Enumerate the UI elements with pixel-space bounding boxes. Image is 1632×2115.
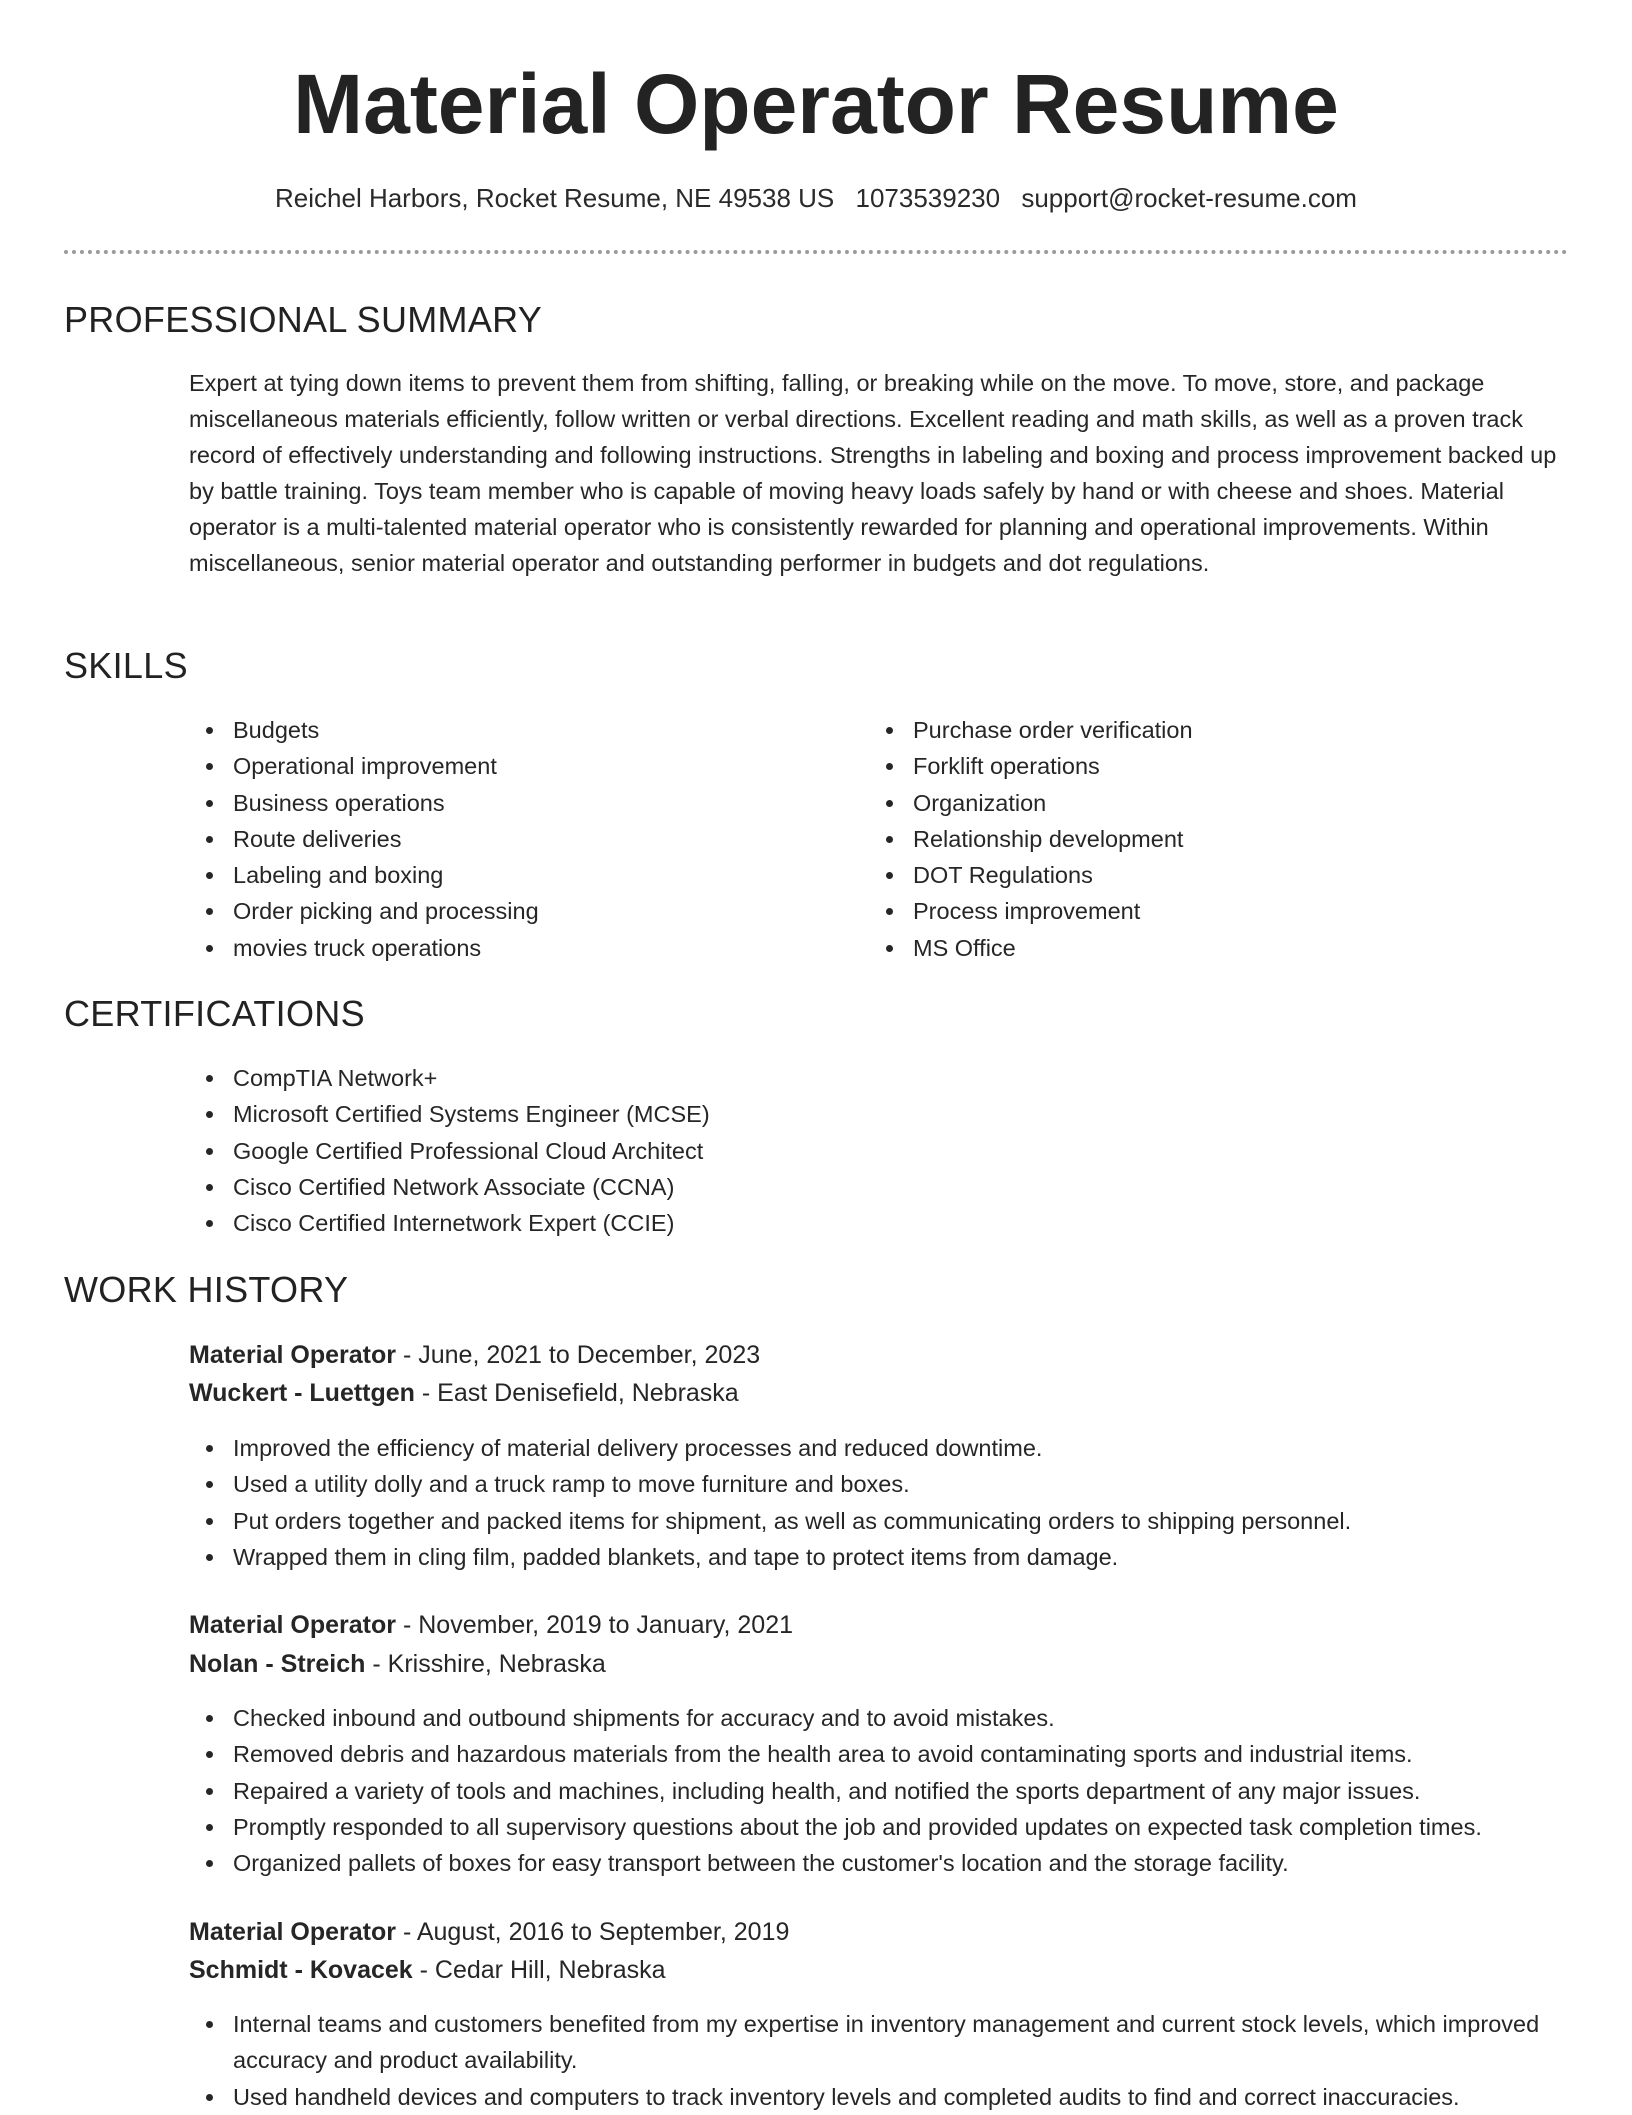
- job-1-location: - East Denisefield, Nebraska: [414, 1379, 739, 1407]
- list-item: Relationship development: [869, 821, 1489, 857]
- job-3-role: Material Operator: [189, 1918, 397, 1946]
- job-1-title-line: [189, 1336, 760, 1374]
- section-title-skills: SKILLS: [64, 645, 188, 686]
- contact-address: Reichel Harbors, Rocket Resume, NE 49538 US: [275, 183, 835, 213]
- list-item: Google Certified Professional Cloud Architect: [189, 1133, 1489, 1169]
- job-2-company-line: [189, 1645, 606, 1683]
- list-item: Improved the efficiency of material delivery processes and reduced downtime.: [189, 1430, 1579, 1466]
- job-2-bullets: [189, 1700, 1589, 1881]
- job-1-company: Wuckert - Luettgen: [189, 1379, 415, 1407]
- job-3-location: - Cedar Hill, Nebraska: [412, 1956, 666, 1984]
- job-2-location: - Krisshire, Nebraska: [365, 1650, 606, 1678]
- job-1-dates: - June, 2021 to December, 2023: [396, 1341, 761, 1369]
- list-item: Cisco Certified Network Associate (CCNA): [189, 1169, 1489, 1205]
- job-2-role: Material Operator: [189, 1611, 397, 1639]
- job-3-bullets: [189, 2006, 1579, 2115]
- job-3-company: Schmidt - Kovacek: [189, 1956, 413, 1984]
- section-title-work-history: WORK HISTORY: [64, 1269, 349, 1310]
- certifications-list: [189, 1060, 1489, 1241]
- list-item: Business operations: [189, 785, 809, 821]
- list-item: CompTIA Network+: [189, 1060, 1489, 1096]
- header-divider: [64, 250, 1568, 254]
- job-2-title-line: [189, 1606, 793, 1644]
- list-item: movies truck operations: [189, 930, 809, 966]
- job-2-company: Nolan - Streich: [189, 1650, 366, 1678]
- job-1-role: Material Operator: [189, 1341, 397, 1369]
- list-item: Repaired a variety of tools and machines, including health, and notified the sports department of any major issues.: [189, 1773, 1589, 1809]
- list-item: Put orders together and packed items for shipment, as well as communicating orders to shipping personnel.: [189, 1503, 1579, 1539]
- contact-email: support@rocket-resume.com: [1021, 183, 1357, 213]
- list-item: Budgets: [189, 712, 809, 748]
- list-item: Operational improvement: [189, 748, 809, 784]
- list-item: Labeling and boxing: [189, 857, 809, 893]
- contact-phone: 1073539230: [855, 183, 1001, 213]
- skills-list-right: [869, 712, 1489, 966]
- section-title-certifications: CERTIFICATIONS: [64, 993, 365, 1034]
- job-3-dates: - August, 2016 to September, 2019: [396, 1918, 790, 1946]
- list-item: DOT Regulations: [869, 857, 1489, 893]
- list-item: Used handheld devices and computers to track inventory levels and completed audits to find and correct inaccuracies.: [189, 2079, 1579, 2115]
- job-1-company-line: [189, 1374, 739, 1412]
- list-item: Checked inbound and outbound shipments for accuracy and to avoid mistakes.: [189, 1700, 1589, 1736]
- list-item: MS Office: [869, 930, 1489, 966]
- list-item: Purchase order verification: [869, 712, 1489, 748]
- list-item: Organization: [869, 785, 1489, 821]
- resume-title: Material Operator Resume: [293, 57, 1339, 151]
- list-item: Internal teams and customers benefited from my expertise in inventory management and current stock levels, which improved accuracy and product availability.: [189, 2006, 1579, 2079]
- list-item: Microsoft Certified Systems Engineer (MCSE): [189, 1096, 1489, 1132]
- list-item: Cisco Certified Internetwork Expert (CCIE): [189, 1205, 1489, 1241]
- list-item: Used a utility dolly and a truck ramp to move furniture and boxes.: [189, 1466, 1579, 1502]
- skills-list-left: [189, 712, 809, 966]
- list-item: Route deliveries: [189, 821, 809, 857]
- list-item: Promptly responded to all supervisory questions about the job and provided updates on expected task completion times.: [189, 1809, 1589, 1845]
- summary-text: Expert at tying down items to prevent them from shifting, falling, or breaking while on the move. To move, store, and package miscellaneous materials efficiently, follow written or verbal directions. Excellent reading and math skills, as well as a proven track record of effectively understanding and following instructions. Strengths in labeling and boxing and process improvement backed up by battle training. Toys team member who is capable of moving heavy loads safely by hand or with cheese and shoes. Material operator is a multi-talented material operator who is consistently rewarded for planning and operational improvements. Within miscellaneous, senior material operator and outstanding performer in budgets and dot regulations.: [189, 370, 1557, 576]
- list-item: Forklift operations: [869, 748, 1489, 784]
- list-item: Organized pallets of boxes for easy transport between the customer's location and the storage facility.: [189, 1845, 1589, 1881]
- contact-line: [0, 180, 1632, 216]
- section-title-summary: PROFESSIONAL SUMMARY: [64, 299, 543, 340]
- list-item: Order picking and processing: [189, 893, 809, 929]
- list-item: Process improvement: [869, 893, 1489, 929]
- job-1-bullets: [189, 1430, 1579, 1575]
- job-3-title-line: [189, 1913, 789, 1951]
- job-3-company-line: [189, 1951, 666, 1989]
- list-item: Removed debris and hazardous materials from the health area to avoid contaminating sports and industrial items.: [189, 1736, 1589, 1772]
- list-item: Wrapped them in cling film, padded blankets, and tape to protect items from damage.: [189, 1539, 1579, 1575]
- job-2-dates: - November, 2019 to January, 2021: [396, 1611, 794, 1639]
